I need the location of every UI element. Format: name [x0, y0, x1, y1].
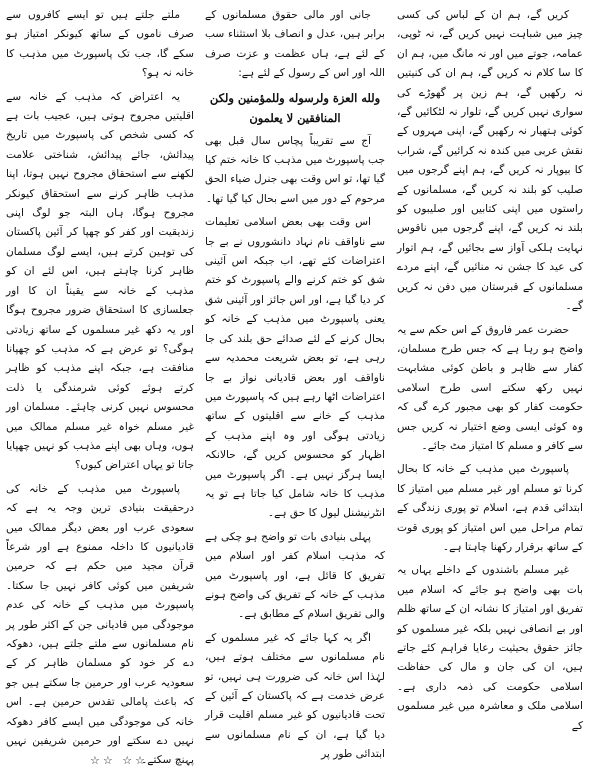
- column-left: [6, 6, 194, 775]
- arabic-verse: ولله العزة ولرسوله وللمؤمنين ولكن المنافقين لا يعلمون: [209, 90, 381, 125]
- paragraph: آج سے تقریباً پچاس سال قبل بھی جب پاسپورٹ میں مذہب کا خانہ ختم کیا گیا تھا، تو اس وقت بھی جنرل ضیاء الحق مرحوم کے دور میں اسے بحال کیا گیا تھا۔: [205, 134, 385, 205]
- paragraph: حضرت عمر فاروق کے اس حکم سے یہ واضح ہو رہا ہے کہ جس طرح مسلمان، کفار سے ظاہر و باطن کوئی مشابہت نہیں رکھ سکتے اسی طرح اسلامی حکومت کفار کو بھی مجبور کرے گی کہ وہ کوئی ایسی وضع اختیار نہ کریں جس سے کافر و مسلم کا امتیاز مٹ جائے۔: [397, 323, 583, 452]
- column-middle: [205, 6, 385, 769]
- paragraph: غیر مسلم باشندوں کے داخلے یہاں یہ بات بھی واضح ہو جائے کہ اسلام میں تفریق اور امتیاز کا نشانہ ان کے ساتھ ظلم اور بے انصافی نہیں بلکہ غیر مسلموں کو جائز حقوق بحیثیت رعایا فراہم کئے جاتے ہیں، ان کی جان و مال کی حفاظت اسلامی حکومت کی ذمہ داری ہے۔ اسلامی ملک و معاشرہ میں غیر مسلموں کے: [397, 564, 583, 732]
- paragraph: جانی اور مالی حقوق مسلمانوں کے برابر ہیں، عدل و انصاف بلا استثناء سب کے لئے ہے، ہاں عظمت و عزت صرف اللہ اور اس کے رسول کے لئے ہے:: [205, 9, 385, 80]
- paragraph: اگر یہ کہا جائے کہ غیر مسلموں کے نام مسلمانوں سے مختلف ہوتے ہیں، لہٰذا اس خانہ کی ضرورت ہی نہیں، تو عرض خدمت ہے کہ پاکستان کے آئین کے تحت قادیانیوں کو غیر مسلم اقلیت قرار دیا گیا ہے، ان کے نام مسلمانوں سے ابتدائی طور پر: [205, 631, 385, 761]
- paragraph: پاسپورٹ میں مذہب کے خانہ کا بحال کرنا تو مسلم اور غیر مسلم میں امتیاز کا ابتدائی قدم ہے، اسلام تو پوری زندگی کے تمام مراحل میں اس امتیاز کو پوری قوت کے ساتھ برقرار رکھنا چاہتا ہے۔: [397, 463, 583, 553]
- paragraph: پہلی بنیادی بات تو واضح ہو چکی ہے کہ مذہب اسلام کفر اور اسلام میں تفریق کا قائل ہے، اور پاسپورٹ میں مذہب کے خانہ کے تفریق کی واضح ہونے والی تفریق اسلام کے مطابق ہے۔: [205, 530, 385, 621]
- paragraph: ملتے جلتے ہیں تو ایسے کافروں سے صرف ناموں کے ساتھ کیونکر امتیاز ہو سکے گا، جب تک پاسپورٹ میں مذہب کا خانہ نہ ہو؟: [6, 9, 194, 80]
- paragraph: یہ اعتراض کہ مذہب کے خانہ سے اقلیتیں مجروح ہوتی ہیں، عجیب بات ہے کہ کسی شخص کی پاسپورٹ میں تاریخ پیدائش، جائے پیدائش، شناختی علامت لکھنے سے استحقاق مجروح نہیں ہوتا، اپنا مذہب ظاہر کرنے سے استحقاق کیونکر مجروح ہوگا، ہاں البتہ جو لوگ اپنی زندیقیت اور کفر کو چھپا کر آئین پاکستان کی توہین کرتے ہیں، ایسے لوگ مسلمان ظاہر کرنا چاہتے ہیں، اس لئے ان کو مذہب کے خانہ سے یقیناً ان کا اور جعلسازی کا استحقاق ضرور مجروح ہوگا اور یہ دکھ غیر مسلموں کے ساتھ زیادتی ہوگی؟ تو عرض ہے کہ مذہب کو چھپانا منافقت ہے، جبکہ اپنے مذہب کو ظاہر کرتے ہوئے کوئی شرمندگی یا ذلت محسوس نہیں کرنی چاہئے۔ مسلمان اور غیر مسلم خواہ غیر مسلم ممالک میں ہوں، وہاں بھی اپنے مذہب کو نہیں چھپایا جاتا تو یہاں اعتراض کیوں؟: [6, 90, 194, 472]
- paragraph: پاسپورٹ میں مذہب کے خانہ کی درحقیقت بنیادی ترین وجہ یہ ہے کہ سعودی عرب اور بعض دیگر ممالک میں قادیانیوں کا داخلہ ممنوع ہے اور شرعاً قرآن مجید میں حکم ہے کہ حرمین شریفین میں کوئی کافر نہیں جا سکتا۔ پاسپورٹ میں مذہب کے خانہ کی عدم موجودگی میں قادیانی جن کے اکثر طور پر نام مسلمانوں سے ملتے جلتے ہیں، دھوکہ دے کر خود کو مسلمان ظاہر کر کے سعودیہ عرب اور حرمین جا سکتے ہیں جو کہ باعث پامالی تقدس حرمین ہے۔ اس خانہ کی موجودگی میں ایسے کافر دھوکہ نہیں دے سکتے اور حرمین شریفین نہیں پہنچ سکتے۔: [6, 482, 194, 767]
- paragraph: کریں گے، ہم ان کے لباس کی کسی چیز میں شباہت نہیں کریں گے، نہ ٹوپی، عمامہ، جوتے میں اور نہ مانگ میں، ہم ان کا سا کلام نہ کریں گے، ہم ان کی کنیتیں نہ رکھیں گے، ہم زین پر گھوڑے کی سواری نہیں کریں گے، تلوار نہ لٹکائیں گے، کوئی ہتھیار نہ رکھیں گے، اپنی مہروں کے نقش عربی میں کندہ نہ کرائیں گے، شراب کا بیوپار نہ کریں گے، ہم اپنے گرجوں میں صلیب کو بلند نہ کریں گے، مسلمانوں کے راستوں میں اپنی کتابیں اور صلیبوں کو بلند نہ کریں گے، اپنے گرجوں میں ناقوس نہایت ہلکی آواز سے بجائیں گے، ہم اتوار کی عید کا جشن نہ منائیں گے، اپنے مردے مسلمانوں کے قبرستان میں دفن نہ کریں گے۔: [397, 9, 583, 313]
- paragraph: اس وقت بھی بعض اسلامی تعلیمات سے ناواقف نام نہاد دانشوروں نے بے جا اعتراضات کئے تھے، اب جبکہ اس آئینی شق کو ختم کرنے والے پاسپورٹ کو ختم کر دیا گیا ہے، اور اس جائز اور آئینی شق یعنی پاسپورٹ میں مذہب کے خانہ کو بحال کرنے کے لئے صدائے حق بلند کی جا رہی ہے، تو بعض شریعت محمدیہ سے ناواقف اور بعض قادیانی نواز بے جا اعتراضات اٹھا رہے ہیں کہ پاسپورٹ میں مذہب کے خانے سے اقلیتوں کے ساتھ زیادتی ہوگی اور وہ اپنے مذہب کے اظہار کو محسوس کریں گے، حالانکہ ایسا ہرگز نہیں ہے۔ اگر پاسپورٹ میں مذہب کا خانہ شامل کیا جاتا ہے تو یہ انٹرنیشنل لیول کا حق ہے۔: [205, 216, 385, 520]
- column-right: [397, 6, 583, 740]
- end-of-article-stars: ☆☆ ☆☆: [90, 754, 148, 767]
